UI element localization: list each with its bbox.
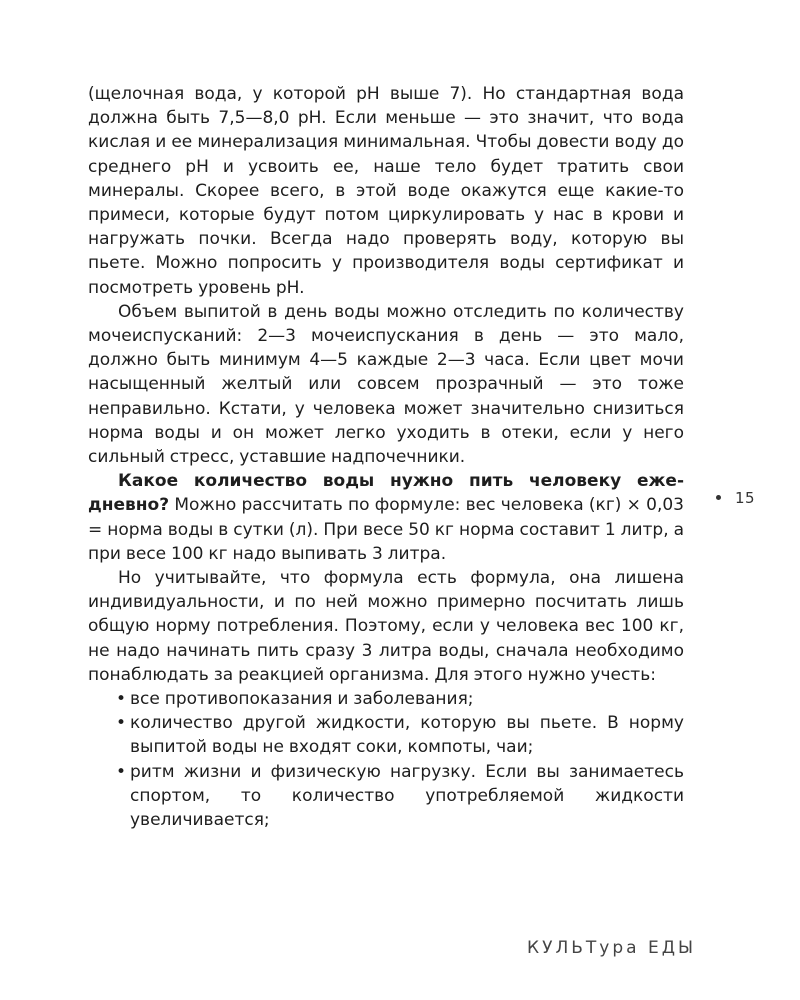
paragraph-3 [88, 469, 684, 566]
page-number-marker [716, 489, 755, 507]
bullet-icon: • [116, 713, 127, 734]
paragraph-3-text: Можно рассчитать по формуле: вес человека (кг) × 0,03 = норма воды в сутки (л). При весе 50 кг норма составит 1 литр, а при весе 100 кг надо выпивать 3 литра. [88, 495, 684, 564]
list-item: • количество другой жидкости, которую вы пьете. В норму выпитой воды не входят соки, компоты, чаи; [116, 713, 684, 758]
question-heading: Какое количество воды нужно пить человеку ежедневно? [88, 471, 684, 516]
considerations-list [88, 687, 684, 832]
running-footer-title: КУЛЬТура ЕДЫ [527, 938, 696, 958]
paragraph-4: Но учитывайте, что формула есть формула, она лишена индивидуальности, и по ней можно примерно посчитать лишь общую норму потребления. Поэтому, если у человека вес 100 кг, не надо начинать пить сразу 3 литра воды, сначала необходимо понаблюдать за реакцией организма. Для этого нужно учесть: [88, 568, 684, 685]
dot-icon [716, 495, 721, 500]
bullet-icon: • [116, 761, 127, 782]
page-number: 15 [735, 489, 756, 507]
list-item: • все противопоказания и заболевания; [116, 687, 684, 711]
paragraph-2: Объем выпитой в день воды можно отследить по количеству мочеиспусканий: 2—3 мочеиспускания в день — это мало, должно быть минимум 4—5 каждые 2—3 часа. Если цвет мочи насыщенный желтый или совсем прозрачный — это тоже неправильно. Кстати, у человека может значительно снизиться норма воды и он может легко уходить в отеки, если у него сильный стресс, уставшие надпочечники. [88, 301, 684, 468]
paragraph-1: (щелочная вода, у которой pH выше 7). Но стандартная вода должна быть 7,5—8,0 pH. Если меньше — это значит, что вода кислая и ее минерализация минимальная. Чтобы довести воду до среднего pH и усвоить ее, наше тело будет тратить свои минералы. Скорее всего, в этой воде окажутся еще какие-то примеси, которые будут потом циркулировать у нас в крови и нагружать почки. Всегда надо проверять воду, которую вы пьете. Можно попросить у производителя воды сертификат и посмотреть уровень pH. [88, 84, 684, 298]
bullet-icon: • [116, 689, 127, 710]
list-item: • ритм жизни и физическую нагрузку. Если вы занимаетесь спортом, то количество употребляемой жидкости увеличивается; [116, 761, 684, 831]
page-body [88, 82, 684, 922]
